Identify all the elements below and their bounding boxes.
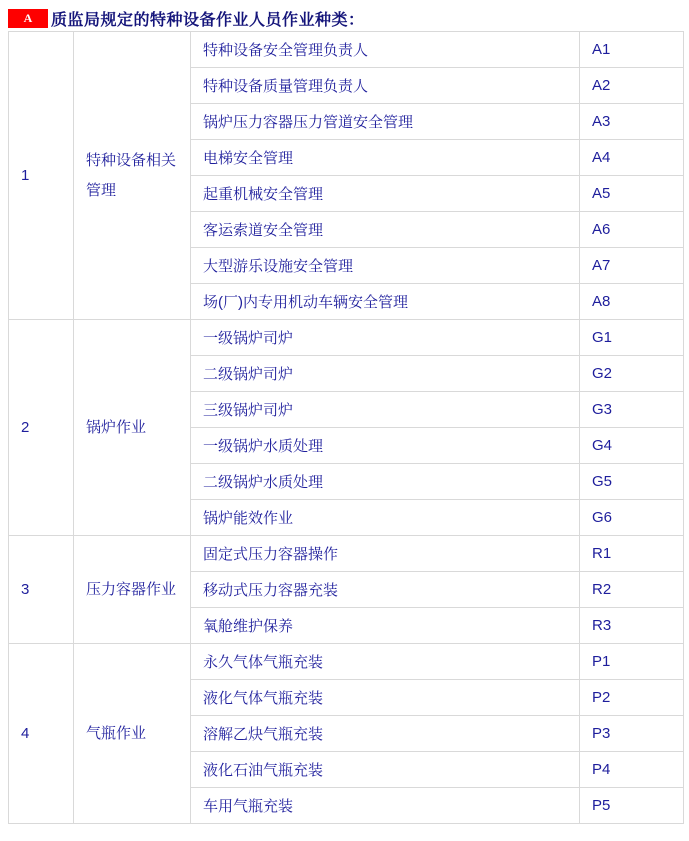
job-name-cell: 大型游乐设施安全管理 <box>191 248 580 284</box>
job-name-cell: 溶解乙炔气瓶充装 <box>191 716 580 752</box>
job-code-cell: G4 <box>580 428 684 464</box>
job-code-cell: G6 <box>580 500 684 536</box>
job-code-cell: A3 <box>580 104 684 140</box>
job-code-cell: P5 <box>580 788 684 824</box>
group-number-cell: 4 <box>9 644 74 824</box>
job-name-cell: 氧舱维护保养 <box>191 608 580 644</box>
job-code-cell: A1 <box>580 32 684 68</box>
group-number-cell: 1 <box>9 32 74 320</box>
job-code-cell: A2 <box>580 68 684 104</box>
group-category-cell: 气瓶作业 <box>74 644 191 824</box>
job-name-cell: 特种设备安全管理负责人 <box>191 32 580 68</box>
job-code-cell: A7 <box>580 248 684 284</box>
job-code-cell: P4 <box>580 752 684 788</box>
job-name-cell: 一级锅炉司炉 <box>191 320 580 356</box>
job-code-cell: G5 <box>580 464 684 500</box>
group-category-cell: 特种设备相关管理 <box>74 32 191 320</box>
job-name-cell: 锅炉压力容器压力管道安全管理 <box>191 104 580 140</box>
job-code-cell: P3 <box>580 716 684 752</box>
jobs-table-body <box>9 32 684 824</box>
job-code-cell: R2 <box>580 572 684 608</box>
group-number-cell: 3 <box>9 536 74 644</box>
job-name-cell: 起重机械安全管理 <box>191 176 580 212</box>
job-name-cell: 场(厂)内专用机动车辆安全管理 <box>191 284 580 320</box>
job-name-cell: 二级锅炉水质处理 <box>191 464 580 500</box>
job-name-cell: 永久气体气瓶充装 <box>191 644 580 680</box>
jobs-table <box>8 31 684 824</box>
job-code-cell: P2 <box>580 680 684 716</box>
page-title: 质监局规定的特种设备作业人员作业种类： <box>51 11 365 29</box>
job-name-cell: 一级锅炉水质处理 <box>191 428 580 464</box>
job-name-cell: 液化石油气瓶充装 <box>191 752 580 788</box>
job-name-cell: 三级锅炉司炉 <box>191 392 580 428</box>
table-row <box>9 536 684 572</box>
table-row <box>9 644 684 680</box>
job-name-cell: 液化气体气瓶充装 <box>191 680 580 716</box>
job-code-cell: G3 <box>580 392 684 428</box>
job-name-cell: 客运索道安全管理 <box>191 212 580 248</box>
section-badge: A <box>8 9 48 28</box>
job-name-cell: 电梯安全管理 <box>191 140 580 176</box>
job-name-cell: 固定式压力容器操作 <box>191 536 580 572</box>
job-code-cell: G2 <box>580 356 684 392</box>
job-name-cell: 车用气瓶充装 <box>191 788 580 824</box>
job-code-cell: A5 <box>580 176 684 212</box>
job-code-cell: R3 <box>580 608 684 644</box>
job-code-cell: A4 <box>580 140 684 176</box>
page-header <box>8 8 689 28</box>
table-row <box>9 32 684 68</box>
job-name-cell: 锅炉能效作业 <box>191 500 580 536</box>
job-code-cell: A8 <box>580 284 684 320</box>
group-number-cell: 2 <box>9 320 74 536</box>
job-code-cell: A6 <box>580 212 684 248</box>
job-code-cell: P1 <box>580 644 684 680</box>
table-row <box>9 320 684 356</box>
job-name-cell: 移动式压力容器充装 <box>191 572 580 608</box>
job-name-cell: 特种设备质量管理负责人 <box>191 68 580 104</box>
job-code-cell: R1 <box>580 536 684 572</box>
group-category-cell: 压力容器作业 <box>74 536 191 644</box>
job-code-cell: G1 <box>580 320 684 356</box>
job-name-cell: 二级锅炉司炉 <box>191 356 580 392</box>
group-category-cell: 锅炉作业 <box>74 320 191 536</box>
